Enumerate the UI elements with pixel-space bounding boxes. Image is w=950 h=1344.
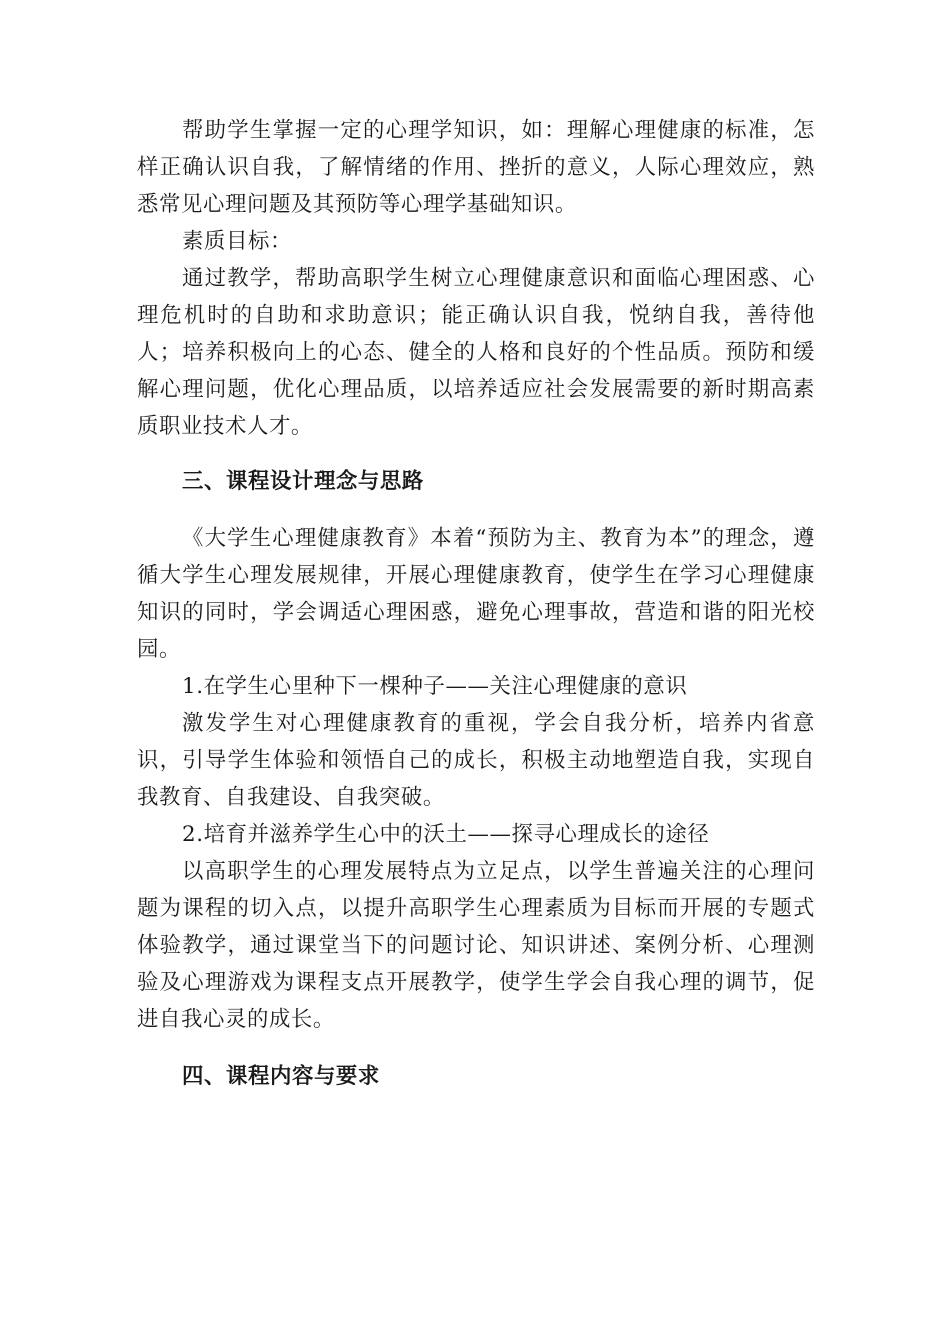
- paragraph-knowledge-goal: 帮助学生掌握一定的心理学知识，如：理解心理健康的标准，怎样正确认识自我，了解情绪的作用、挫折的意义，人际心理效应，熟悉常见心理问题及其预防等心理学基础知识。: [137, 118, 815, 217]
- section-heading-3: 三、课程设计理念与思路: [182, 469, 424, 494]
- subheading-1: 1.在学生心里种下一棵种子——关注心理健康的意识: [182, 674, 688, 699]
- paragraph-quality-goal: 通过教学，帮助高职学生树立心理健康意识和面临心理困惑、心理危机时的自助和求助意识；能正确认识自我，悦纳自我，善待他人；培养积极向上的心态、健全的人格和良好的个性品质。预防和缓解心理问题，优化心理品质，以培养适应社会发展需要的新时期高素质职业技术人才。: [137, 266, 815, 439]
- paragraph-subheading-2: 以高职学生的心理发展特点为立足点，以学生普遍关注的心理问题为课程的切入点，以提升高职学生心理素质为目标而开展的专题式体验教学，通过课堂当下的问题讨论、知识讲述、案例分析、心理测验及心理游戏为课程支点开展教学，使学生学会自我心理的调节，促进自我心灵的成长。: [137, 859, 815, 1032]
- paragraph-design-concept: 《大学生心理健康教育》本着“预防为主、教育为本”的理念，遵循大学生心理发展规律，开展心理健康教育，使学生在学习心理健康知识的同时，学会调适心理困惑，避免心理事故，营造和谐的阳光校园。: [137, 526, 815, 662]
- document-page: [137, 112, 815, 1095]
- subheading-2: 2.培育并滋养学生心中的沃土——探寻心理成长的途径: [182, 822, 710, 847]
- paragraph-subheading-1: 激发学生对心理健康教育的重视，学会自我分析，培养内省意识，引导学生体验和领悟自己的成长，积极主动地塑造自我，实现自我教育、自我建设、自我突破。: [137, 711, 815, 810]
- section-heading-4: 四、课程内容与要求: [182, 1064, 380, 1089]
- paragraph-quality-goal-label: 素质目标：: [182, 229, 292, 254]
